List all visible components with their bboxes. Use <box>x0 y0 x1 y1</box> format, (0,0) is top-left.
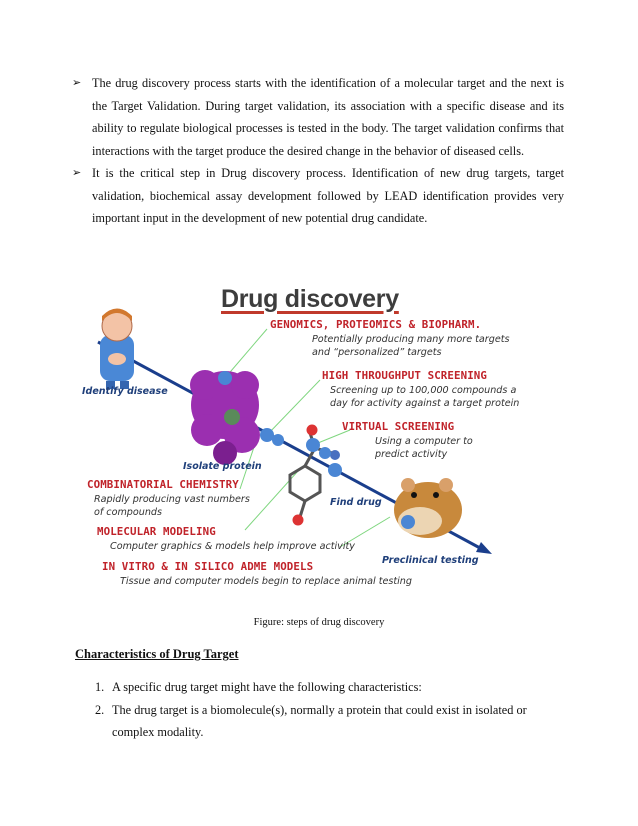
stage-desc-line: Using a computer to <box>375 436 473 447</box>
step-label-isolate: Isolate protein <box>183 461 262 472</box>
intro-bullet-text: The drug discovery process starts with the identification of a molecular target and the next is the Target Validation. During target validation, its association with a specific disease and its ability to regulate biological processes is tested in the body. The target validation confirms that interactions with the target produce the desired change in the behavior of diseased cells. <box>92 76 564 158</box>
stage-title: IN VITRO & IN SILICO ADME MODELS <box>102 560 314 573</box>
list-item-number: 2. <box>95 702 105 717</box>
list-item <box>95 676 564 699</box>
step-dot <box>401 515 415 529</box>
arrow-bullet-icon: ➢ <box>72 76 82 89</box>
figure-title: Drug discovery <box>221 285 399 313</box>
stage-description <box>375 435 473 461</box>
leader-line <box>225 329 267 378</box>
stage-description <box>120 575 412 588</box>
section-heading: Characteristics of Drug Target <box>75 647 239 661</box>
list-item-text: The drug target is a biomolecule(s), normally a protein that could exist in isolated or complex modality. <box>112 702 527 739</box>
step-dot <box>319 447 331 459</box>
stage-description <box>94 493 250 519</box>
drug-discovery-figure <box>80 285 550 605</box>
stage-title: HIGH THROUGHPUT SCREENING <box>322 369 488 382</box>
stage-title: VIRTUAL SCREENING <box>342 420 455 433</box>
stage-desc-line: Tissue and computer models begin to replace animal testing <box>120 576 412 587</box>
step-label-identify: Identify disease <box>82 386 168 397</box>
stage-desc-line: predict activity <box>375 449 448 460</box>
stage-description <box>330 384 519 410</box>
stage-description <box>110 540 355 553</box>
stage-desc-line: Screening up to 100,000 compounds a <box>330 385 517 396</box>
list-item <box>95 699 564 744</box>
intro-bullet <box>72 72 564 162</box>
step-dot <box>218 371 232 385</box>
stage-desc-line: of compounds <box>94 507 162 518</box>
step-dot <box>328 463 342 477</box>
list-item-text: A specific drug target might have the following characteristics: <box>112 680 422 694</box>
intro-bullet-list <box>72 72 564 230</box>
step-label-find: Find drug <box>330 497 382 508</box>
stage-description <box>312 333 509 359</box>
step-dot <box>306 438 320 452</box>
arrowhead-icon <box>476 542 492 554</box>
stage-desc-line: day for activity against a target protein <box>330 398 520 409</box>
stage-title: COMBINATORIAL CHEMISTRY <box>87 478 239 491</box>
figure-caption: Figure: steps of drug discovery <box>253 617 385 628</box>
arrow-bullet-icon: ➢ <box>72 166 82 179</box>
step-dot <box>272 434 284 446</box>
stage-desc-line: Rapidly producing vast numbers <box>94 494 250 505</box>
step-label-preclinical: Preclinical testing <box>382 555 479 566</box>
stage-title: MOLECULAR MODELING <box>97 525 216 538</box>
hamster-icon <box>394 478 462 538</box>
stage-desc-line: and “personalized” targets <box>312 347 442 358</box>
intro-bullet <box>72 162 564 230</box>
characteristics-list <box>95 676 564 744</box>
list-item-number: 1. <box>95 680 105 694</box>
intro-bullet-text: It is the critical step in Drug discovery process. Identification of new drug targets, target validation, biochemical assay development followed by LEAD identification provides very important input in the development of new potential drug candidate. <box>92 166 564 225</box>
step-dot <box>260 428 274 442</box>
person-icon <box>100 309 134 390</box>
stage-desc-line: Potentially producing many more targets <box>312 334 510 345</box>
stage-title: GENOMICS, PROTEOMICS & BIOPHARM. <box>270 318 482 331</box>
stage-desc-line: Computer graphics & models help improve activity <box>110 541 355 552</box>
